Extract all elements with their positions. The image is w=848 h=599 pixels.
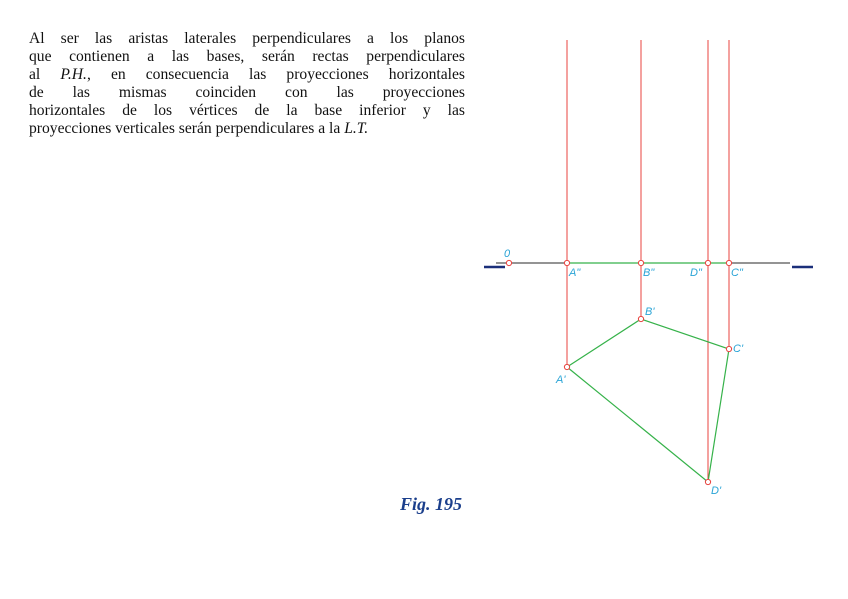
label-b-horizontal: B' [645, 306, 655, 318]
origin-point [506, 260, 511, 265]
point-c-horizontal [726, 346, 731, 351]
point-d-horizontal [705, 479, 710, 484]
label-a-horizontal: A' [556, 374, 566, 386]
label-c-horizontal: C' [733, 343, 744, 355]
ph-abbrev: P.H. [60, 66, 87, 83]
label-d-horizontal: D' [711, 485, 722, 497]
point-a-horizontal [564, 364, 569, 369]
base-horizontal-projection [567, 319, 729, 482]
text-line-2: que contienen a las bases, serán rectas perpendiculares [29, 48, 465, 65]
point-b-horizontal [638, 316, 643, 321]
point-b-vertical [638, 260, 643, 265]
label-origin: 0 [504, 248, 511, 260]
text-line-1: Al ser las aristas laterales perpendiculares a los planos [29, 30, 465, 47]
text-line-3-post: , en consecuencia las proyecciones horizontales [86, 66, 465, 83]
point-d-vertical [705, 260, 710, 265]
point-a-vertical [564, 260, 569, 265]
lt-abbrev: L.T. [344, 120, 369, 137]
figure-caption: Fig. 195 [400, 494, 463, 514]
point-c-vertical [726, 260, 731, 265]
text-line-6-pre: proyecciones verticales serán perpendiculares a la [29, 120, 345, 137]
label-a-vertical: A" [569, 267, 581, 279]
text-line-3-pre: al [29, 66, 61, 83]
label-b-vertical: B" [643, 267, 655, 279]
text-line-5: horizontales de los vértices de la base inferior y las [29, 102, 465, 119]
text-line-4: de las mismas coinciden con las proyecciones [29, 84, 465, 101]
label-c-vertical: C" [731, 267, 743, 279]
label-d-vertical: D" [690, 267, 702, 279]
